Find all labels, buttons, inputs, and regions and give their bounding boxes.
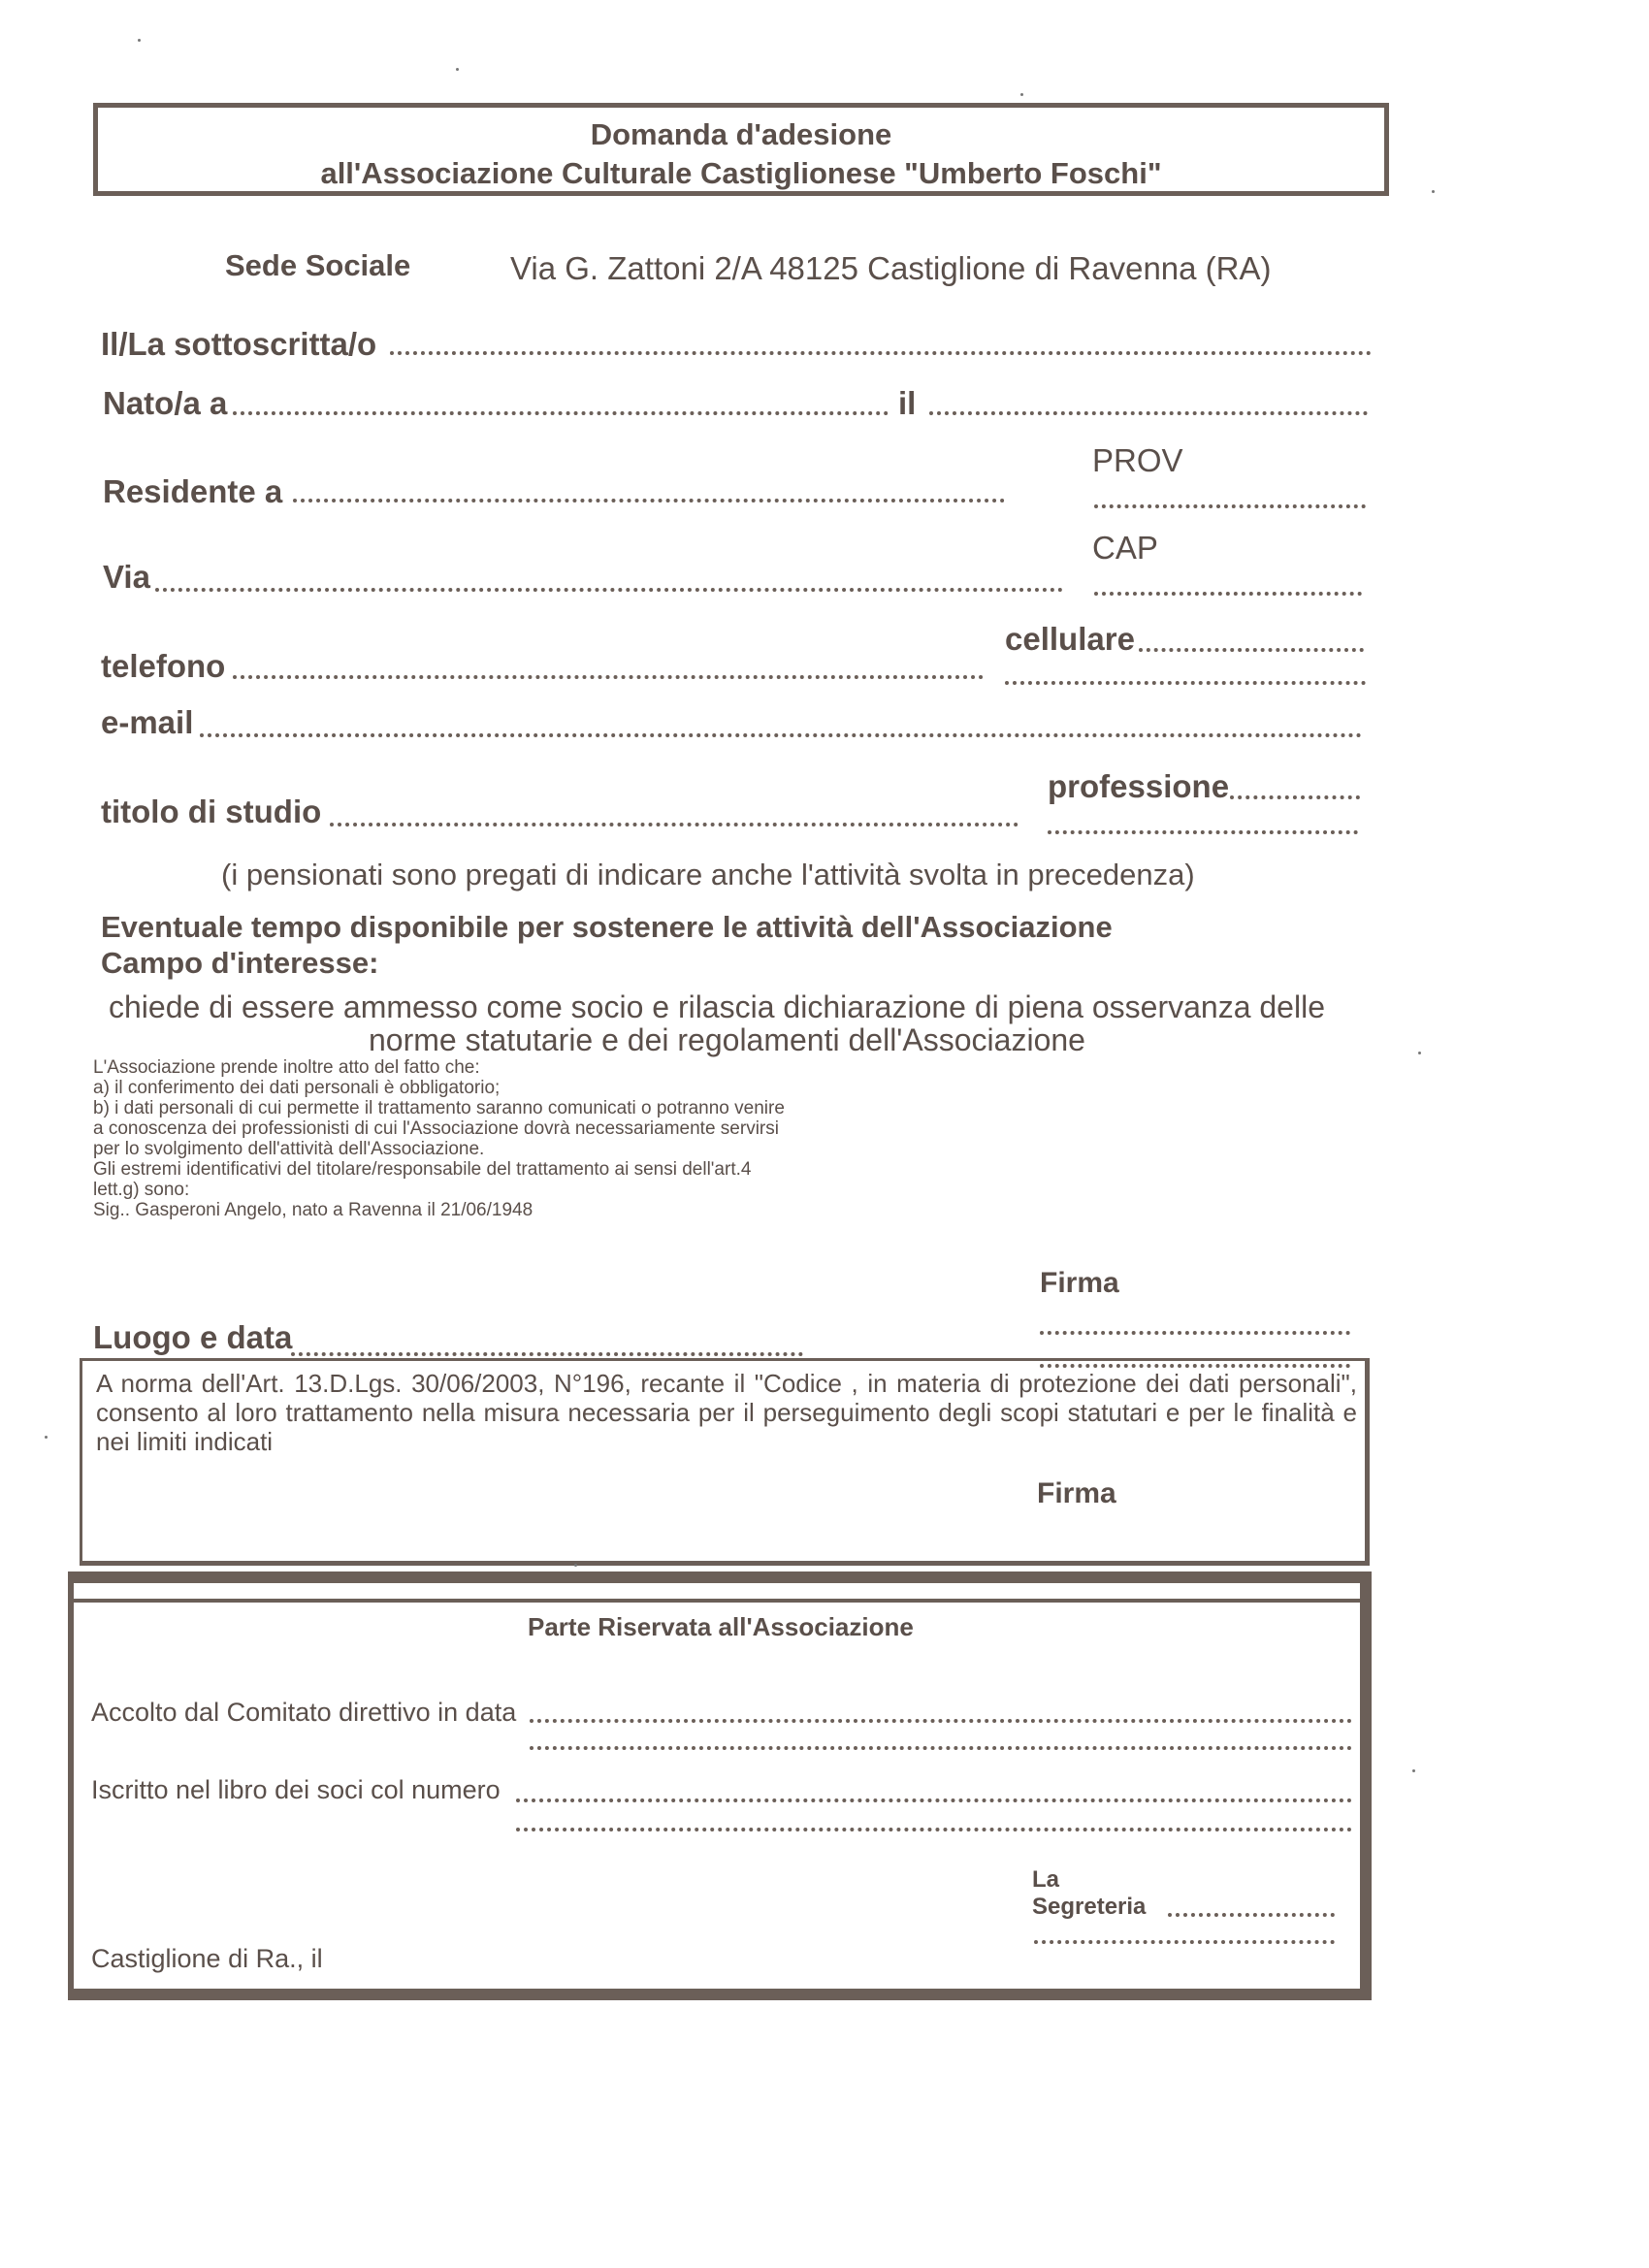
privacy-line: Gli estremi identificativi del titolare/responsabile del trattamento ai sensi dell'art.4 xyxy=(93,1159,752,1180)
secretariat-line-2: Segreteria xyxy=(1032,1894,1147,1920)
cap-label: CAP xyxy=(1092,530,1158,566)
privacy-line: b) i dati personali di cui permette il trattamento saranno comunicati o potranno venire xyxy=(93,1098,785,1118)
consent-signature-label: Firma xyxy=(1037,1477,1116,1509)
accepted-label: Accolto dal Comitato direttivo in data xyxy=(91,1698,517,1727)
request-line-2: norme statutarie e dei regolamenti dell'Associazione xyxy=(369,1022,1085,1057)
born-in-field[interactable] xyxy=(233,411,889,415)
scan-speck xyxy=(1432,190,1435,193)
privacy-block xyxy=(93,1057,785,1220)
place-date-field[interactable] xyxy=(291,1352,803,1356)
signature-field[interactable] xyxy=(1040,1331,1350,1335)
mobile-field-2[interactable] xyxy=(1005,681,1366,685)
undersigned-label: Il/La sottoscritta/o xyxy=(101,326,377,362)
privacy-line: per lo svolgimento dell'attività dell'Associazione. xyxy=(93,1139,485,1159)
secretariat-field[interactable] xyxy=(1168,1913,1335,1917)
place-signed-label: Castiglione di Ra., il xyxy=(91,1944,323,1973)
mobile-field[interactable] xyxy=(1139,648,1364,652)
email-field[interactable] xyxy=(200,733,1362,737)
secretariat-label xyxy=(1032,1866,1146,1921)
resident-in-field[interactable] xyxy=(293,499,1005,502)
born-in-label: Nato/a a xyxy=(103,385,228,421)
reserved-title: Parte Riservata all'Associazione xyxy=(528,1612,914,1641)
scan-speck xyxy=(138,39,141,42)
privacy-line: lett.g) sono: xyxy=(93,1180,190,1200)
phone-label: telefono xyxy=(101,648,226,684)
privacy-line: a) il conferimento dei dati personali è obbligatorio; xyxy=(93,1078,501,1098)
accepted-field-2[interactable] xyxy=(530,1746,1352,1750)
street-field[interactable] xyxy=(155,588,1063,592)
request-line-1: chiede di essere ammesso come socio e rilascia dichiarazione di piena osservanza delle xyxy=(109,989,1325,1024)
title-box xyxy=(93,103,1389,196)
interest-field-label: Campo d'interesse: xyxy=(101,946,379,980)
phone-field[interactable] xyxy=(233,675,984,679)
profession-field[interactable] xyxy=(1230,795,1360,799)
street-label: Via xyxy=(103,559,150,595)
scan-speck xyxy=(1418,1052,1421,1054)
registered-field-2[interactable] xyxy=(516,1828,1352,1831)
form-title: Domanda d'adesione xyxy=(590,117,892,151)
profession-label: professione xyxy=(1048,768,1230,804)
reserved-box xyxy=(68,1571,1372,2000)
seat-address: Via G. Zattoni 2/A 48125 Castiglione di Ravenna (RA) xyxy=(510,250,1272,286)
privacy-line: L'Associazione prende inoltre atto del fatto che: xyxy=(93,1057,480,1078)
scan-speck xyxy=(1412,1769,1415,1772)
registered-field[interactable] xyxy=(516,1798,1352,1802)
consent-box xyxy=(80,1358,1370,1566)
mobile-label: cellulare xyxy=(1005,621,1135,657)
reserved-inner-frame xyxy=(74,1599,1360,1989)
accepted-field[interactable] xyxy=(530,1719,1352,1723)
born-on-label: il xyxy=(898,385,917,421)
cap-field[interactable] xyxy=(1094,592,1362,596)
privacy-line: a conoscenza dei professionisti di cui l'Associazione dovrà necessariamente servirsi xyxy=(93,1118,779,1139)
signature-label: Firma xyxy=(1040,1267,1119,1299)
registered-label: Iscritto nel libro dei soci col numero xyxy=(91,1775,501,1804)
email-label: e-mail xyxy=(101,704,194,740)
form-subtitle: all'Associazione Culturale Castiglionese "Umberto Foschi" xyxy=(320,156,1162,190)
scan-speck xyxy=(574,1564,577,1567)
resident-in-label: Residente a xyxy=(103,473,283,509)
degree-field[interactable] xyxy=(330,823,1018,826)
place-date-label: Luogo e data xyxy=(93,1319,293,1355)
pensioners-note: (i pensionati sono pregati di indicare anche l'attività svolta in precedenza) xyxy=(221,858,1195,891)
born-on-field[interactable] xyxy=(929,411,1368,415)
secretariat-field-2[interactable] xyxy=(1034,1940,1335,1944)
degree-label: titolo di studio xyxy=(101,794,322,829)
scan-speck xyxy=(456,68,459,71)
seat-label: Sede Sociale xyxy=(225,248,411,282)
prov-field[interactable] xyxy=(1094,504,1366,508)
scan-speck xyxy=(45,1436,48,1439)
prov-label: PROV xyxy=(1092,442,1183,478)
secretariat-line-1: La xyxy=(1032,1866,1060,1893)
profession-field-2[interactable] xyxy=(1048,830,1358,834)
undersigned-field[interactable] xyxy=(390,351,1372,355)
scan-speck xyxy=(1020,93,1023,96)
available-time-label: Eventuale tempo disponibile per sostenere le attività dell'Associazione xyxy=(101,910,1113,944)
consent-text: A norma dell'Art. 13.D.Lgs. 30/06/2003, N°196, recante il "Codice , in materia di protezione dei dati personali", consento al loro trattamento nella misura necessaria per il perseguimento degli scopi statutari e per le finalità e nei limiti indicati xyxy=(96,1369,1357,1456)
privacy-line: Sig.. Gasperoni Angelo, nato a Ravenna il 21/06/1948 xyxy=(93,1200,534,1220)
